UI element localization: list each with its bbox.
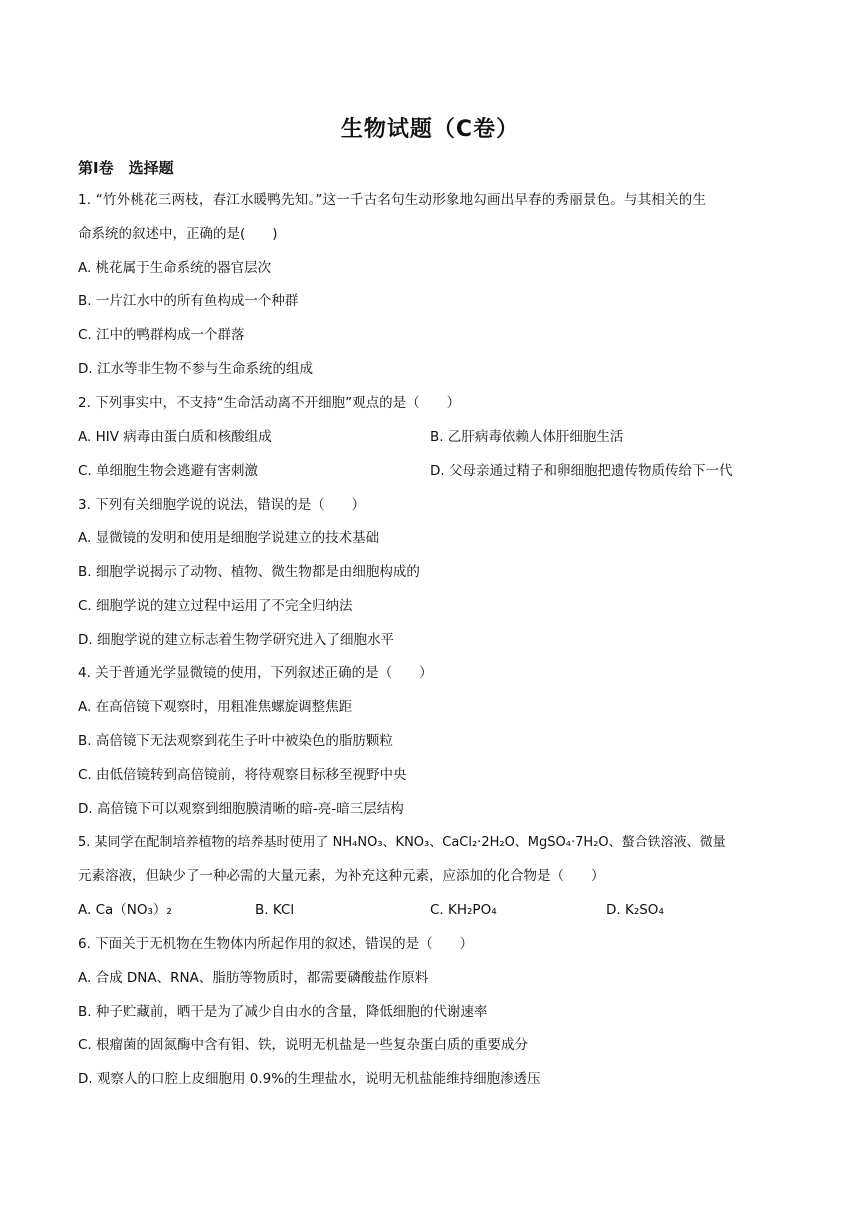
q3-option-b: B. 细胞学说揭示了动物、植物、微生物都是由细胞构成的 [78, 564, 420, 580]
page-title: 生物试题（C卷） [340, 117, 520, 142]
q1-option-b: B. 一片江水中的所有鱼构成一个种群 [78, 293, 299, 309]
q5-option-b: B. KCl [255, 902, 295, 918]
q5-option-d: D. K₂SO₄ [606, 902, 664, 918]
q4-option-a: A. 在高倍镜下观察时，用粗准焦螺旋调整焦距 [78, 699, 353, 715]
q6-option-b: B. 种子贮藏前，晒干是为了减少自由水的含量，降低细胞的代谢速率 [78, 1004, 488, 1020]
q6-option-c: C. 根瘤菌的固氮酶中含有钼、铁，说明无机盐是一些复杂蛋白质的重要成分 [78, 1037, 529, 1053]
q2-stem: 2. 下列事实中，不支持“生命活动离不开细胞”观点的是（ ） [78, 395, 461, 411]
q2-option-d: D. 父母亲通过精子和卵细胞把遗传物质传给下一代 [430, 463, 733, 479]
q2-option-c: C. 单细胞生物会逃避有害刺激 [78, 463, 259, 479]
q4-option-d: D. 高倍镜下可以观察到细胞膜清晰的暗-亮-暗三层结构 [78, 801, 404, 817]
q1-option-c: C. 江中的鸭群构成一个群落 [78, 327, 245, 343]
q1-option-a: A. 桃花属于生命系统的器官层次 [78, 260, 272, 276]
section-heading: 第Ⅰ卷 选择题 [78, 159, 174, 177]
q5-option-c: C. KH₂PO₄ [430, 902, 497, 918]
q1-option-d: D. 江水等非生物不参与生命系统的组成 [78, 361, 313, 377]
q3-stem: 3. 下列有关细胞学说的说法，错误的是（ ） [78, 497, 366, 513]
q4-option-b: B. 高倍镜下无法观察到花生子叶中被染色的脂肪颗粒 [78, 733, 393, 749]
q3-option-a: A. 显微镜的发明和使用是细胞学说建立的技术基础 [78, 530, 380, 546]
q1-stem-line2: 命系统的叙述中，正确的是( ) [78, 226, 278, 242]
q2-option-a: A. HIV 病毒由蛋白质和核酸组成 [78, 429, 272, 445]
q3-option-c: C. 细胞学说的建立过程中运用了不完全归纳法 [78, 598, 353, 614]
q3-option-d: D. 细胞学说的建立标志着生物学研究进入了细胞水平 [78, 632, 394, 648]
q4-stem: 4. 关于普通光学显微镜的使用，下列叙述正确的是（ ） [78, 665, 433, 681]
q2-option-b: B. 乙肝病毒依赖人体肝细胞生活 [430, 429, 624, 445]
q5-option-a: A. Ca（NO₃）₂ [78, 902, 172, 918]
q6-option-a: A. 合成 DNA、RNA、脂肪等物质时，都需要磷酸盐作原料 [78, 970, 429, 986]
q4-option-c: C. 由低倍镜转到高倍镜前，将待观察目标移至视野中央 [78, 767, 407, 783]
q5-stem-line1: 5. 某同学在配制培养植物的培养基时使用了 NH₄NO₃、KNO₃、CaCl₂·2H₂O、MgSO₄·7H₂O、螯合铁溶液、微量 [78, 835, 726, 850]
q6-option-d: D. 观察人的口腔上皮细胞用 0.9%的生理盐水，说明无机盐能维持细胞渗透压 [78, 1071, 541, 1087]
q6-stem: 6. 下面关于无机物在生物体内所起作用的叙述，错误的是（ ） [78, 936, 474, 952]
q1-stem-line1: 1. “竹外桃花三两枝，春江水暖鸭先知。”这一千古名句生动形象地勾画出早春的秀丽景色。与其相关的生 [78, 192, 707, 208]
q5-stem-line2: 元素溶液，但缺少了一种必需的大量元素，为补充这种元素，应添加的化合物是（ ） [78, 868, 605, 884]
